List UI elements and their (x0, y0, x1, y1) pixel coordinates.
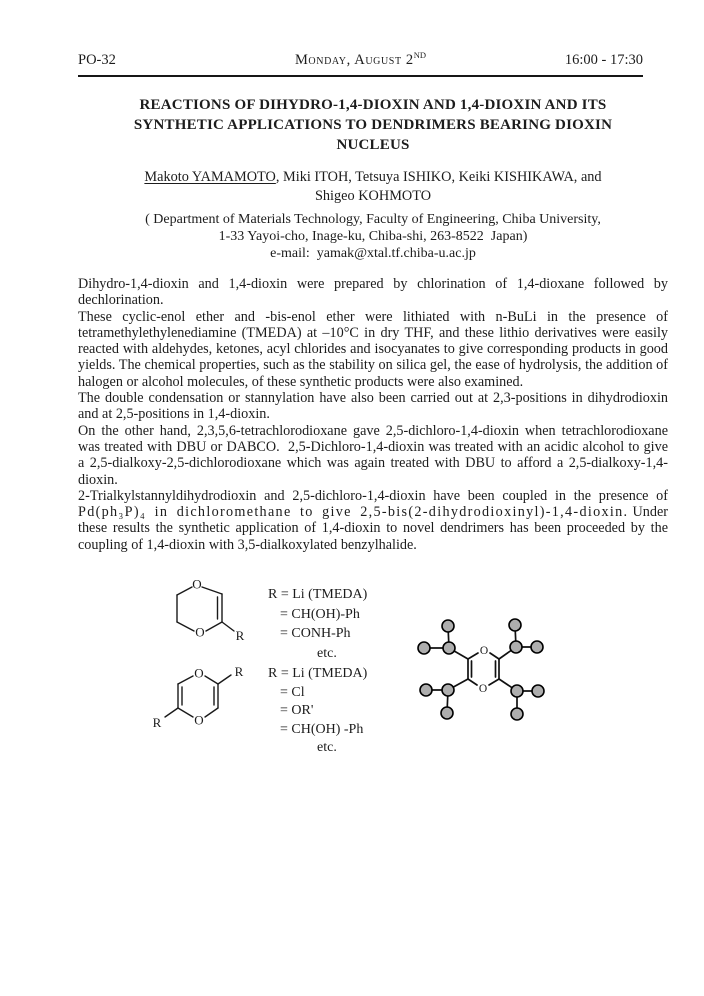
bond (178, 676, 193, 684)
rgroup-line: R = Li (TMEDA) (268, 587, 368, 603)
bond (206, 622, 222, 631)
structure-dihydrodioxin (158, 571, 258, 656)
rgroup-line: = CONH-Ph (280, 626, 351, 642)
bond (490, 653, 499, 659)
author-list (78, 168, 668, 206)
bond (489, 679, 499, 685)
structure-dendrimer (412, 611, 552, 726)
rgroup-line: R = Li (TMEDA) (268, 666, 368, 682)
abstract-paragraph-4: On the other hand, 2,3,5,6-tetrachlorodioxane gave 2,5-dichloro-1,4-dioxin when tetrachlorodioxane was treated with DBU or DABCO. 2,5-Dichloro-1,4-dioxin was treated with an acidic alcohol to give a 2,5-dialkoxy-2,5-dichlorodioxane which was again treated with DBU to afford a 2,5-dialkoxy-1,4-dioxin. (78, 422, 668, 488)
session-code: PO-32 (78, 52, 116, 68)
abstract-paragraph-2: These cyclic-enol ether and -bis-enol ether were lithiated with n-BuLi in the presence of tetramethylethylenediamine (TMEDA) at –10°C in dry THF, and these lithio derivatives were easily reacted with aldehydes, ketones, acyl chlorides and isocyanates to give corresponding products in good yields. The chemical properties, such as the stability on silica gel, the ease of hydrolysis, the addition of halogen or alcohol molecules, of these synthetic products were also examined. (78, 308, 668, 390)
r-group-label: R (234, 664, 244, 680)
author-line-1 (78, 168, 668, 187)
rgroup-line: etc. (317, 740, 337, 756)
dendrimer-node (420, 684, 432, 696)
dendrimer-node (442, 620, 454, 632)
abstract-p5-start: 2-Trialkylstannyldihydrodioxin and 2,5-dichloro-1,4-dioxin have been coupled in the presence of (78, 487, 668, 504)
oxygen-label: O (195, 624, 205, 640)
session-date-main: Monday, August 2 (294, 52, 414, 68)
abstract-p5-end: Under these results the synthetic application of 1,4-dioxin to novel dendrimers has been proceeded by the coupling of 1,4-dioxin with 3,5-dialkoxylated benzylhalide. (78, 504, 668, 553)
structure-dioxin (140, 663, 265, 738)
paper-title-line-2: SYNTHETIC APPLICATIONS TO DENDRIMERS BEARING DIOXIN (133, 117, 613, 133)
session-date (295, 50, 426, 69)
dendrimer-node (442, 684, 454, 696)
r-group-label: R (152, 715, 162, 731)
abstract-paragraph-3: The double condensation or stannylation have also been carried out at 2,3-positions in dihydrodioxin and at 2,5-positions in 1,4-dioxin. (78, 390, 668, 423)
session-header (78, 50, 643, 77)
oxygen-label: O (479, 645, 489, 658)
bond (468, 653, 478, 659)
paper-title-line-3: NUCLEUS (336, 137, 410, 153)
presenting-author: Makoto YAMAMOTO (144, 169, 276, 185)
bond (205, 708, 218, 717)
dendrimer-node (441, 707, 453, 719)
dendrimer-node (511, 685, 523, 697)
bond (202, 587, 222, 594)
dendrimer-node (509, 619, 521, 631)
author-line-2: Shigeo KOHMOTO (314, 188, 432, 204)
bond-to-r (165, 708, 178, 717)
rgroup-list-2 (268, 665, 367, 758)
page-content (0, 50, 704, 806)
affiliation-block (78, 211, 668, 262)
rgroup-line: etc. (317, 645, 337, 661)
figure-area (78, 561, 668, 806)
dendrimer-node (443, 642, 455, 654)
affiliation-line-2: 1-33 Yayoi-cho, Inage-ku, Chiba-shi, 263-8522 Japan) (218, 229, 528, 244)
paper-title-line-1: REACTIONS OF DIHYDRO-1,4-DIOXIN AND 1,4-DIOXIN AND ITS (139, 97, 607, 113)
abstract-p5-spaced-formula: Pd(ph₃P)₄ in dichloromethane to give 2,5-bis(2-dihydrodioxinyl)-1,4-dioxin. (78, 504, 629, 521)
abstract-paragraph-5 (78, 488, 668, 553)
oxygen-label: O (194, 665, 204, 681)
dendrimer-node (532, 685, 544, 697)
session-time: 16:00 - 17:30 (564, 52, 643, 68)
bond (468, 679, 477, 685)
bond-to-r (222, 622, 234, 631)
oxygen-label: O (478, 683, 488, 696)
bond-to-r (218, 675, 231, 684)
oxygen-label: O (194, 712, 204, 728)
dendrimer-node (531, 641, 543, 653)
r-group-label: R (235, 628, 245, 644)
dendrimer-node (510, 641, 522, 653)
bond (178, 708, 193, 717)
abstract-body (78, 276, 668, 553)
dendrimer-node (511, 708, 523, 720)
bond (205, 676, 218, 684)
oxygen-label: O (192, 576, 202, 592)
affiliation-line-1: ( Department of Materials Technology, Faculty of Engineering, Chiba University, (145, 212, 601, 227)
bond (177, 587, 192, 595)
affiliation-email: e-mail: yamak@xtal.tf.chiba-u.ac.jp (270, 246, 476, 261)
abstract-paragraph-1: Dihydro-1,4-dioxin and 1,4-dioxin were prepared by chlorination of 1,4-dioxane followed by dechlorination. (78, 276, 668, 309)
rgroup-line: = CH(OH)-Ph (280, 606, 360, 622)
session-date-ordinal: ND (413, 50, 427, 60)
rgroup-line: = CH(OH) -Ph (280, 721, 364, 737)
dendrimer-node (418, 642, 430, 654)
coauthors: , Miki ITOH, Tetsuya ISHIKO, Keiki KISHIKAWA, and (275, 169, 602, 185)
paper-title (78, 95, 668, 155)
rgroup-line: = Cl (280, 684, 305, 700)
rgroup-line: = OR' (280, 703, 314, 719)
rgroup-list-1 (268, 585, 367, 663)
bond (177, 622, 194, 631)
